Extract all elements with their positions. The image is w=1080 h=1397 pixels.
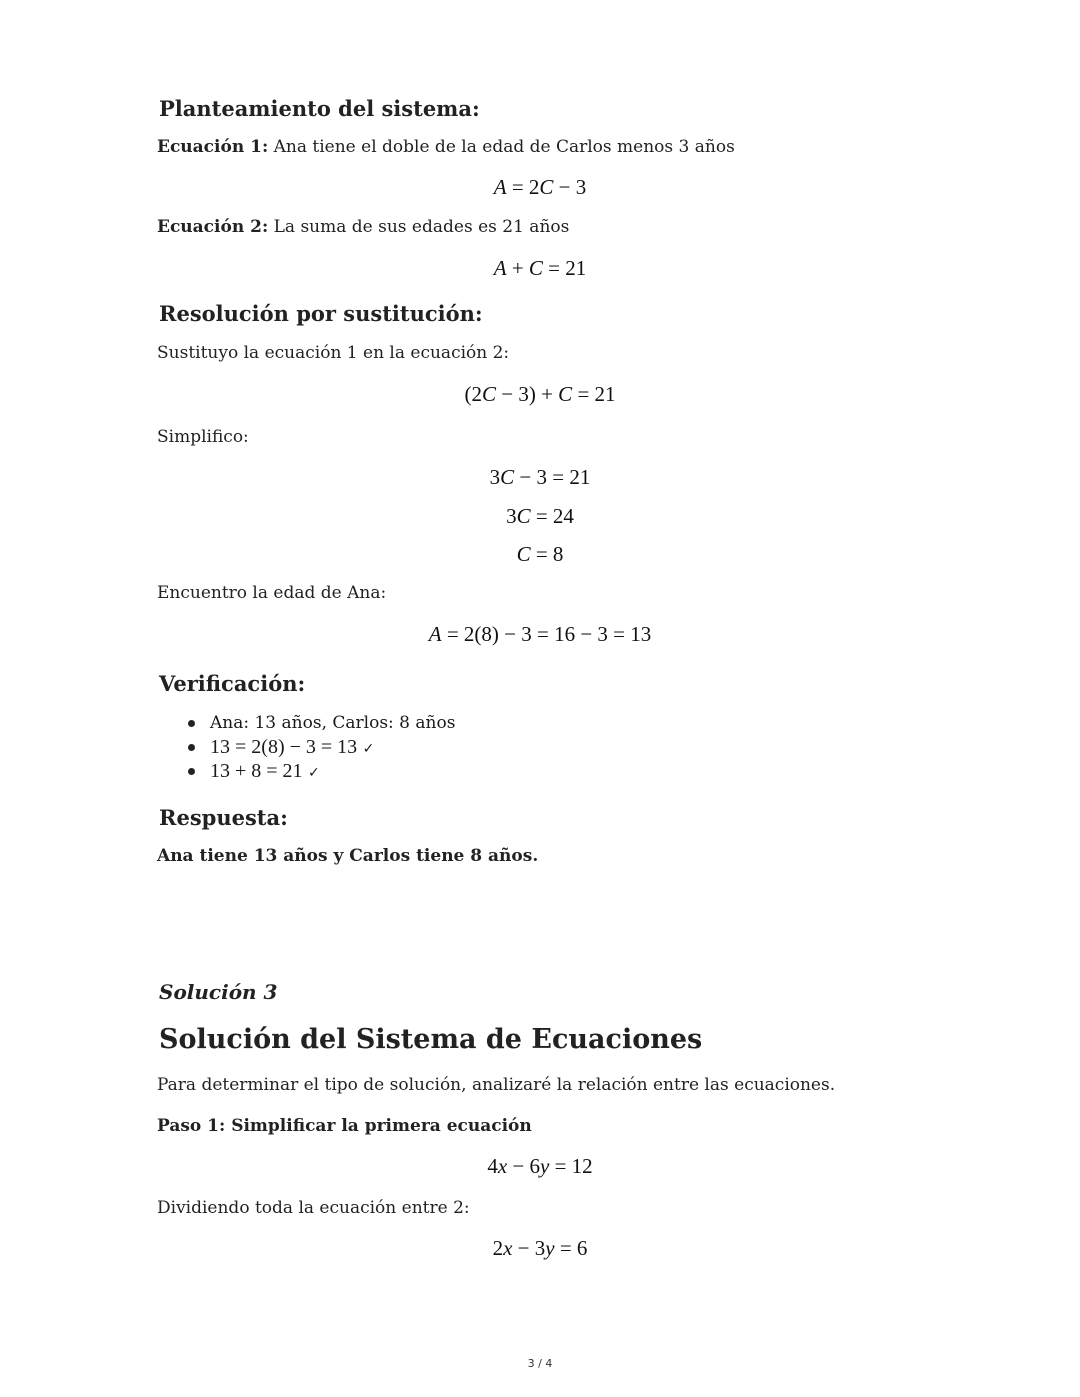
math-part: = 24 [530, 504, 574, 528]
paragraph-dividiendo: Dividiendo toda la ecuación entre 2: [157, 1198, 470, 1218]
math-part: = 8 [530, 542, 564, 566]
math-sustitucion [0, 382, 1080, 407]
heading-resolucion: Resolución por sustitución: [159, 301, 483, 326]
math-var-c: C [500, 465, 515, 489]
math-part: = 6 [554, 1236, 588, 1260]
list-item [188, 711, 455, 735]
math-var-c: C [516, 504, 531, 528]
math-var-c: C [539, 175, 554, 199]
math-part: = 2(8) − 3 = 16 − 3 = 13 [441, 622, 652, 646]
paragraph-edad-ana: Encuentro la edad de Ana: [157, 583, 387, 603]
math-part: 4 [487, 1154, 498, 1178]
list-item-text: Ana: 13 años, Carlos: 8 años [210, 713, 456, 733]
math-coef: 2 [528, 175, 540, 199]
math-var-y: y [540, 1154, 550, 1178]
math-ecuacion-1: A = 2C − 3 [493, 175, 587, 199]
math-part: = 21 [572, 382, 616, 406]
check-icon: ✓ [362, 741, 375, 757]
verification-list [188, 711, 455, 783]
page-number: 3 / 4 [527, 1357, 553, 1370]
math-var-c: C [481, 382, 496, 406]
paragraph-paso-1: Paso 1: Simplificar la primera ecuación [157, 1116, 532, 1136]
check-icon: ✓ [307, 765, 320, 781]
math-var-c: C [558, 382, 573, 406]
list-item-math: 13 = 2(8) − 3 = 13 [210, 736, 358, 758]
text-ecuacion-1: Ana tiene el doble de la edad de Carlos menos 3 años [268, 137, 735, 157]
math-var-c: C [516, 542, 531, 566]
math-eq-2x-3y [0, 1236, 1080, 1261]
text-ecuacion-2: La suma de sus edades es 21 años [268, 217, 570, 237]
paragraph-simplifico: Simplifico: [157, 427, 249, 447]
paragraph-ecuacion-2 [157, 217, 569, 237]
math-step-2 [0, 504, 1080, 529]
math-var-a: A [493, 175, 507, 199]
math-edad-ana [0, 622, 1080, 647]
label-ecuacion-1: Ecuación 1: [157, 137, 269, 157]
heading-verificacion: Verificación: [159, 671, 306, 696]
math-const: − 3 [553, 175, 587, 199]
math-part: − 6 [507, 1154, 540, 1178]
math-var-y: y [545, 1236, 555, 1260]
math-var-c: C [528, 256, 543, 280]
math-op: + [506, 256, 529, 280]
math-part: (2 [464, 382, 482, 406]
math-part: − 3 [512, 1236, 546, 1260]
page-title: Solución del Sistema de Ecuaciones [159, 1024, 703, 1055]
math-eq-4x-6y [0, 1154, 1080, 1179]
math-ecuacion-2 [0, 256, 1080, 281]
heading-planteamiento: Planteamiento del sistema: [159, 96, 480, 121]
paragraph-intro-solucion: Para determinar el tipo de solución, analizaré la relación entre las ecuaciones. [157, 1075, 836, 1095]
math-part: − 3) + [495, 382, 559, 406]
math-part: 2 [492, 1236, 504, 1260]
math-step-3 [0, 542, 1080, 567]
heading-respuesta: Respuesta: [159, 805, 288, 830]
math-part: 3 [489, 465, 501, 489]
math-var-a: A [493, 256, 507, 280]
math-part: − 3 = 21 [514, 465, 591, 489]
label-solucion-3: Solución 3 [159, 980, 278, 1004]
list-item [188, 759, 455, 783]
math-rhs: = 21 [542, 256, 587, 280]
math-part: 3 [506, 504, 517, 528]
label-ecuacion-2: Ecuación 2: [157, 217, 269, 237]
paragraph-respuesta: Ana tiene 13 años y Carlos tiene 8 años. [157, 846, 539, 866]
math-var-a: A [428, 622, 442, 646]
paragraph-sustitucion: Sustituyo la ecuación 1 en la ecuación 2: [157, 343, 510, 363]
list-item-math: 13 + 8 = 21 [210, 760, 303, 782]
math-var-x: x [497, 1154, 508, 1178]
paragraph-ecuacion-1 [157, 137, 735, 157]
math-var-x: x [503, 1236, 513, 1260]
math-part: = 12 [549, 1154, 593, 1178]
math-step-1 [0, 465, 1080, 490]
list-item [188, 735, 455, 759]
